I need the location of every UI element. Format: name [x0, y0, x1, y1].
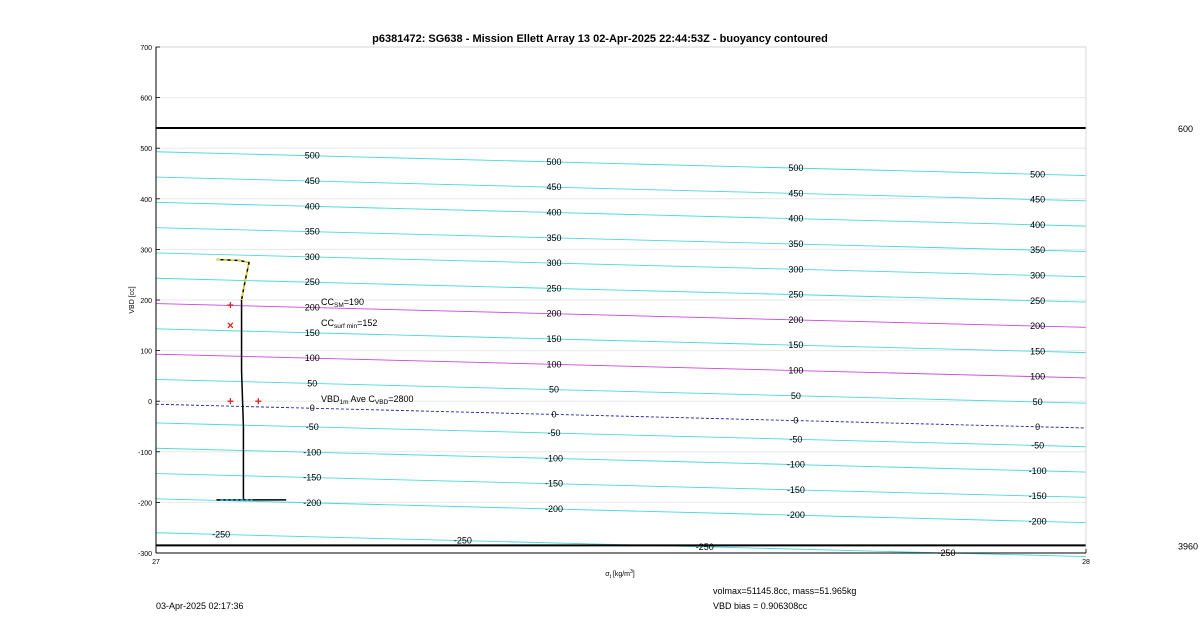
contour-label: 200	[788, 314, 804, 325]
footer-volmax: volmax=51145.8cc, mass=51.965kg	[713, 586, 857, 596]
contour-label: -150	[786, 484, 805, 495]
contour-label: 350	[546, 232, 562, 243]
contour-label: -150	[1028, 491, 1047, 502]
contour-line	[156, 379, 1086, 403]
y-tick-label: 300	[140, 247, 152, 255]
contour-label: 200	[304, 302, 320, 313]
y-tick-label: -100	[137, 449, 152, 457]
y-tick-label: 100	[140, 348, 152, 356]
contour-label: 350	[304, 226, 320, 237]
contour-label: 0	[1035, 421, 1041, 432]
contour-label: 0	[551, 409, 557, 420]
contour-line	[156, 278, 1086, 302]
contour-label: -50	[1031, 440, 1045, 451]
contour-label: 500	[788, 163, 804, 174]
contour-label: -50	[305, 421, 319, 432]
contour-label: -100	[303, 447, 322, 458]
contour-label: 50	[1032, 396, 1043, 407]
contour-label: 350	[1030, 245, 1046, 256]
contour-label: 300	[546, 258, 562, 269]
limit-line-label: 600	[1178, 123, 1194, 134]
contour-label: 450	[788, 188, 804, 199]
contour-line-zero	[156, 404, 1086, 428]
contour-label: 500	[304, 150, 320, 161]
contour-label: -100	[545, 453, 564, 464]
contour-label: 150	[788, 340, 804, 351]
contour-label: 500	[1030, 169, 1046, 180]
limit-line-label: 3960	[1178, 541, 1199, 552]
contour-label: 300	[1030, 270, 1046, 281]
annotation-cc-surf-min: $CC_{surf min}=152$	[321, 318, 378, 330]
contour-label: 0	[309, 403, 315, 414]
contour-label: -50	[789, 434, 803, 445]
y-tick-label: 200	[140, 298, 152, 305]
contour-label: 150	[546, 334, 562, 345]
contour-line	[156, 152, 1086, 176]
annotations	[321, 297, 414, 406]
contour-label: 400	[546, 207, 562, 218]
contour-line-highlight	[156, 304, 1086, 328]
contour-label: 250	[788, 289, 804, 300]
y-tick-label: 500	[140, 146, 152, 154]
contour-label: 500	[546, 156, 562, 167]
contour-label: 350	[788, 239, 804, 250]
y-tick-label: 600	[140, 95, 152, 103]
y-tick-label: -300	[137, 551, 152, 558]
contour-label: -200	[786, 510, 805, 521]
contour-label: 250	[1030, 295, 1046, 306]
contour-label: 400	[1030, 219, 1046, 230]
annotation-cc-sm: $CC_{SM}=190$	[321, 297, 365, 309]
contour-label: -100	[1028, 465, 1047, 476]
contour-label: 100	[304, 353, 320, 364]
contour-label: 150	[304, 327, 320, 338]
contour-label: 50	[549, 384, 560, 395]
buoyancy-contours	[156, 152, 1086, 557]
contour-label: 100	[546, 359, 562, 370]
contour-label: -150	[303, 472, 322, 483]
contour-label: 100	[788, 365, 804, 376]
contour-label: 200	[1030, 321, 1046, 332]
contour-label: -150	[545, 478, 564, 489]
contour-label-bottom: -250	[212, 529, 231, 540]
plus-marker	[255, 398, 261, 404]
x-axis-label: $\sigma_t$ $[kg/m^3]$	[605, 569, 635, 580]
contour-label: 100	[1030, 371, 1046, 382]
contour-label: 450	[546, 182, 562, 193]
contour-label: -200	[303, 497, 322, 508]
contour-label: -200	[1028, 516, 1047, 527]
x-tick-label: 28	[1082, 559, 1090, 566]
contour-label: 50	[307, 378, 318, 389]
contour-label: 450	[304, 176, 320, 187]
y-tick-label: -200	[137, 500, 152, 508]
footer-vbd-bias: VBD bias = 0.906308cc	[713, 601, 808, 611]
contour-labels	[212, 151, 1047, 558]
contour-label: 400	[304, 201, 320, 212]
y-tick-label: 700	[140, 45, 152, 52]
contour-line	[156, 253, 1086, 277]
contour-label: 300	[304, 251, 320, 262]
contour-label: 300	[788, 264, 804, 275]
contour-label-bottom: -250	[937, 547, 956, 558]
contour-line	[156, 329, 1086, 353]
contour-label: 0	[793, 415, 799, 426]
profile-line	[216, 260, 249, 500]
contour-label-bottom: -250	[453, 535, 472, 546]
y-axis-label: VBD [cc]	[129, 286, 136, 314]
contour-label: 200	[546, 308, 562, 319]
contour-label: 50	[790, 390, 801, 401]
x-tick-label: 27	[152, 559, 160, 566]
contour-label: 250	[546, 283, 562, 294]
plus-marker	[227, 302, 233, 308]
contour-label: 150	[1030, 346, 1046, 357]
contour-label: 400	[788, 213, 804, 224]
x-marker	[228, 323, 233, 328]
chart-title: p6381472: SG638 - Mission Ellett Array 13 02-Apr-2025 22:44:53Z - buoyancy contoured	[372, 33, 828, 45]
contour-line	[156, 423, 1086, 447]
markers	[227, 302, 261, 404]
contour-line	[156, 474, 1086, 498]
contour-label: -100	[786, 459, 805, 470]
vbd-profile	[216, 260, 286, 500]
contour-line	[156, 202, 1086, 226]
footer-date: 03-Apr-2025 02:17:36	[156, 601, 244, 611]
contour-label-bottom: -250	[695, 541, 714, 552]
contour-label: 450	[1030, 194, 1046, 205]
contour-label: -50	[547, 428, 561, 439]
plus-marker	[227, 398, 233, 404]
annotation-vbd-1m: $VBD_{1m}$ Ave $C_{VBD}=2800$	[321, 394, 414, 406]
y-tick-label: 0	[148, 399, 152, 407]
y-tick-label: 400	[140, 196, 152, 204]
contour-line-highlight	[156, 354, 1086, 378]
contour-line	[156, 228, 1086, 252]
contour-line	[156, 177, 1086, 201]
contour-label: -200	[545, 504, 564, 515]
contour-label: 250	[304, 277, 320, 288]
